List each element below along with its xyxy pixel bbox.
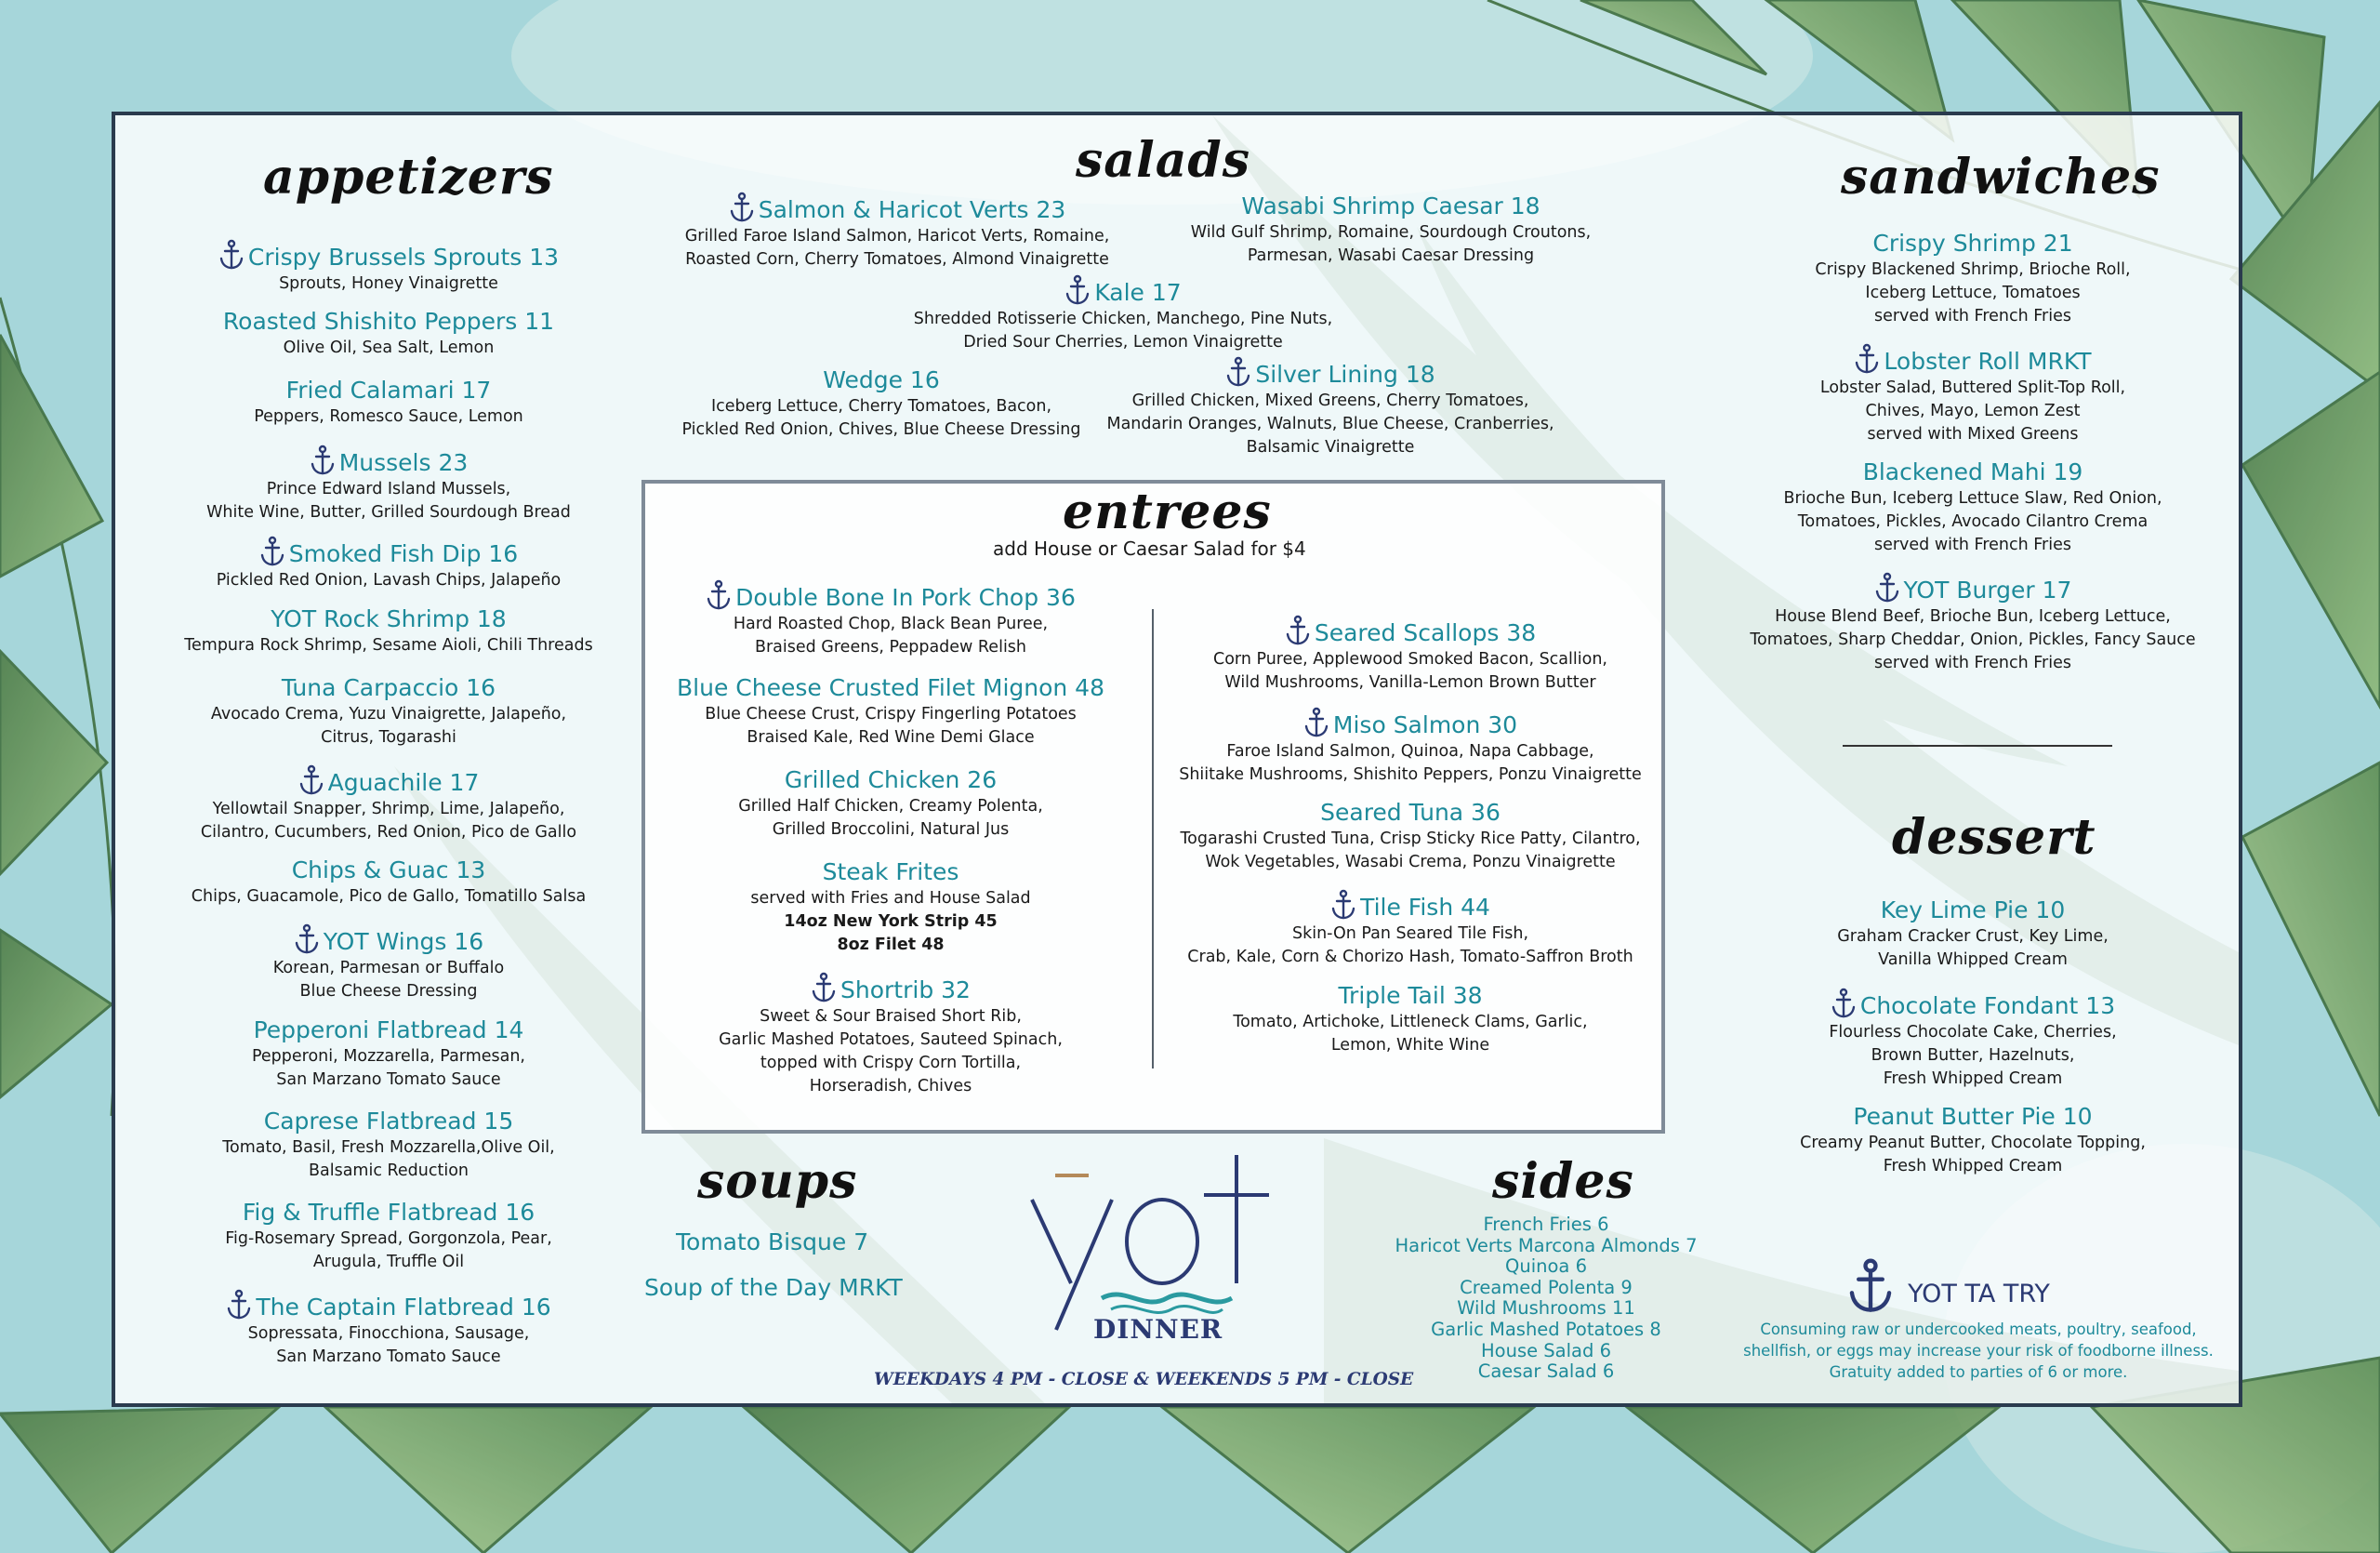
anchor-icon (294, 923, 320, 955)
menu-item-name (959, 356, 1702, 390)
menu-item (1038, 798, 1782, 874)
side-item: French Fries 6 (1483, 1214, 1609, 1235)
menu-item-description: Skin-On Pan Seared Tile Fish, (1291, 924, 1529, 943)
menu-item-description: Balsamic Reduction (308, 1161, 469, 1180)
menu-item-title: Blue Cheese Crusted Filet Mignon 48 (677, 674, 1104, 701)
menu-item-description: San Marzano Tomato Sauce (276, 1070, 501, 1089)
menu-item-title: Aguachile 17 (327, 769, 480, 796)
menu-item-title: Seared Scallops 38 (1314, 619, 1537, 646)
soup-of-the-day: Soup of the Day MRKT (644, 1274, 903, 1301)
menu-item-title: Crispy Brussels Sprouts 13 (247, 244, 560, 271)
menu-item-description: Avocado Crema, Yuzu Vinaigrette, Jalapeño, (210, 705, 567, 723)
menu-item-description: Shredded Rotisserie Chicken, Manchego, Pine Nuts, (913, 310, 1333, 328)
menu-item-description: Braised Kale, Red Wine Demi Glace (747, 728, 1035, 747)
yot-logo-mark (1023, 1153, 1274, 1339)
anchor-icon (1225, 356, 1251, 388)
menu-item (751, 274, 1495, 354)
anchor-icon (1854, 343, 1880, 375)
menu-item-name (1601, 343, 2345, 377)
notice-line: Consuming raw or undercooked meats, poultry, seafood, (1760, 1321, 2197, 1338)
menu-item-description: Chips, Guacamole, Pico de Gallo, Tomatillo Salsa (191, 887, 587, 906)
menu-item-description: Tomatoes, Sharp Cheddar, Onion, Pickles, Fancy Sauce (1750, 630, 2196, 649)
menu-item (1601, 229, 2345, 328)
menu-item-description: Garlic Mashed Potatoes, Sauteed Spinach, (719, 1030, 1063, 1049)
menu-item-description: Pickled Red Onion, Chives, Blue Cheese Dressing (681, 420, 1081, 439)
anchor-icon (1831, 988, 1857, 1019)
menu-item-description: Grilled Half Chicken, Creamy Polenta, (738, 797, 1043, 816)
menu-item-name (1038, 707, 1782, 740)
menu-item-description: Togarashi Crusted Tuna, Crisp Sticky Rice Patty, Cilantro, (1180, 830, 1641, 848)
yot-logo (1023, 1153, 1274, 1339)
menu-item-description: Crab, Kale, Corn & Chorizo Hash, Tomato-Saffron Broth (1187, 948, 1633, 966)
anchor-icon (1330, 889, 1356, 921)
soups-heading: soups (697, 1153, 858, 1210)
menu-item-description: Korean, Parmesan or Buffalo (272, 959, 505, 977)
salads-heading: salads (1076, 132, 1251, 189)
menu-item-title: Tile Fish 44 (1360, 894, 1490, 921)
menu-item (1601, 458, 2345, 557)
anchor-icon (1303, 707, 1329, 738)
menu-item-name (1038, 798, 1782, 828)
menu-item (1601, 1102, 2345, 1178)
menu-item-title: YOT Rock Shrimp 18 (271, 605, 507, 632)
anchor-icon (310, 445, 336, 476)
menu-item-description: Grilled Faroe Island Salmon, Haricot Verts, Romaine, (684, 227, 1110, 246)
menu-item-description: Parmesan, Wasabi Caesar Dressing (1247, 246, 1535, 265)
menu-item-title: Peanut Butter Pie 10 (1853, 1103, 2093, 1130)
menu-item-title: Chips & Guac 13 (291, 856, 486, 883)
menu-item-title: Wedge 16 (823, 366, 940, 393)
menu-item-description: Flourless Chocolate Cake, Cherries, (1829, 1023, 2117, 1042)
hours-text: WEEKDAYS 4 PM - CLOSE & WEEKENDS 5 PM - CLOSE (874, 1370, 1414, 1389)
menu-item-description: Prince Edward Island Mussels, (266, 480, 511, 498)
menu-item-description: Lobster Salad, Buttered Split-Top Roll, (1819, 378, 2126, 397)
menu-item (17, 307, 760, 360)
menu-item-name (1601, 458, 2345, 487)
menu-item-description: Mandarin Oranges, Walnuts, Blue Cheese, Cranberries, (1106, 415, 1554, 433)
anchor-icon (298, 764, 324, 796)
menu-item-title: YOT Wings 16 (323, 928, 484, 955)
menu-item-title: Key Lime Pie 10 (1880, 896, 2066, 923)
menu-item-title: Tuna Carpaccio 16 (281, 674, 496, 701)
menu-item-description: Arugula, Truffle Oil (312, 1253, 465, 1271)
anchor-icon (259, 536, 285, 567)
menu-item-description: Balsamic Vinaigrette (1246, 438, 1415, 457)
menu-item-title: Miso Salmon 30 (1332, 711, 1518, 738)
menu-item-description: Corn Puree, Applewood Smoked Bacon, Scallion, (1213, 650, 1607, 669)
menu-item-description: Sopressata, Finocchiona, Sausage, (247, 1324, 530, 1343)
menu-item (1601, 988, 2345, 1091)
side-item: Garlic Mashed Potatoes 8 (1431, 1318, 1661, 1340)
menu-item-description: served with Mixed Greens (1867, 425, 2079, 444)
dessert-heading: dessert (1892, 809, 2096, 866)
side-item: Caesar Salad 6 (1477, 1361, 1615, 1383)
anchor-icon (811, 972, 837, 1003)
menu-item-title: Smoked Fish Dip 16 (288, 540, 519, 567)
menu-item-name (17, 307, 760, 337)
menu-item-title: Blackened Mahi 19 (1862, 458, 2083, 485)
menu-item-title: Lobster Roll MRKT (1884, 348, 2092, 375)
menu-item-title: Shortrib 32 (840, 976, 971, 1003)
menu-item-title: Fried Calamari 17 (285, 377, 492, 404)
menu-item-title: Fig & Truffle Flatbread 16 (242, 1199, 536, 1226)
menu-item-title: Roasted Shishito Peppers 11 (222, 308, 555, 335)
menu-item-description: topped with Crispy Corn Tortilla, (760, 1054, 1022, 1072)
menu-item-description: Citrus, Togarashi (321, 728, 456, 747)
menu-item-name (1019, 192, 1763, 221)
menu-item-description: Lemon, White Wine (1330, 1036, 1490, 1055)
menu-item-name (1601, 988, 2345, 1021)
menu-item-description: Shiitake Mushrooms, Shishito Peppers, Ponzu Vinaigrette (1179, 765, 1642, 784)
appetizers-heading: appetizers (263, 149, 554, 206)
entrees-heading: entrees (1063, 484, 1272, 540)
anchor-icon (706, 579, 732, 611)
logo-subtitle: DINNER (1093, 1314, 1223, 1345)
menu-item-description: Dried Sour Cherries, Lemon Vinaigrette (963, 333, 1283, 352)
menu-item-title: Crispy Shrimp 21 (1872, 230, 2073, 257)
menu-item-name (1601, 896, 2345, 925)
menu-item-name (751, 274, 1495, 308)
menu-item-title: Steak Frites (822, 858, 959, 885)
menu-item (1601, 572, 2345, 675)
menu-item-title: Pepperoni Flatbread 14 (253, 1016, 524, 1043)
menu-item-description: Grilled Broccolini, Natural Jus (772, 820, 1010, 839)
menu-item-description: Pickled Red Onion, Lavash Chips, Jalapeño (216, 571, 562, 590)
menu-item-description: Yellowtail Snapper, Shrimp, Lime, Jalapeño, (212, 800, 565, 818)
menu-item-description: Brioche Bun, Iceberg Lettuce Slaw, Red Onion, (1783, 489, 2162, 508)
sides-heading: sides (1492, 1153, 1634, 1210)
side-item: Quinoa 6 (1505, 1255, 1587, 1278)
menu-item-title: Grilled Chicken 26 (784, 766, 998, 793)
side-item: House Salad 6 (1481, 1339, 1611, 1361)
menu-item-description: served with French Fries (1873, 654, 2072, 672)
menu-item-description: White Wine, Butter, Grilled Sourdough Bread (206, 503, 571, 522)
menu-item-description: Vanilla Whipped Cream (1878, 950, 2068, 969)
side-item: Haricot Verts Marcona Almonds 7 (1395, 1234, 1698, 1256)
menu-item-title: Seared Tuna 36 (1320, 799, 1501, 826)
menu-item-description: Fig-Rosemary Spread, Gorgonzola, Pear, (225, 1229, 552, 1248)
menu-item-description: Fresh Whipped Cream (1883, 1069, 2063, 1088)
soup-tomato-bisque: Tomato Bisque 7 (676, 1228, 869, 1255)
menu-item-description: Wild Mushrooms, Vanilla-Lemon Brown Butter (1224, 673, 1596, 692)
menu-item-title: Kale 17 (1094, 279, 1182, 306)
menu-item (17, 1198, 760, 1274)
menu-item-title: The Captain Flatbread 16 (256, 1294, 551, 1321)
menu-item-description: Sprouts, Honey Vinaigrette (279, 274, 498, 293)
menu-item-description: Wok Vegetables, Wasabi Crema, Ponzu Vinaigrette (1205, 853, 1616, 871)
anchor-icon (1874, 572, 1900, 604)
side-item: Creamed Polenta 9 (1460, 1276, 1633, 1298)
menu-item-description: Olive Oil, Sea Salt, Lemon (283, 338, 495, 357)
menu-item-description: Chives, Mayo, Lemon Zest (1865, 402, 2081, 420)
menu-item-description: Roasted Corn, Cherry Tomatoes, Almond Vinaigrette (685, 250, 1109, 269)
menu-item-description: Horseradish, Chives (809, 1077, 972, 1095)
sandwiches-divider (1843, 745, 2112, 747)
menu-item-description: served with French Fries (1873, 307, 2072, 325)
menu-item (1601, 343, 2345, 446)
menu-item-description: Creamy Peanut Butter, Chocolate Topping, (1800, 1134, 2146, 1152)
anchor-icon (226, 1289, 252, 1321)
yot-ta-try-label: YOT TA TRY (1908, 1280, 2050, 1308)
menu-item-title: Caprese Flatbread 15 (263, 1108, 514, 1135)
menu-item-name (1601, 572, 2345, 605)
notice-line: Gratuity added to parties of 6 or more. (1829, 1363, 2128, 1381)
food-safety-notice (1737, 1319, 2220, 1383)
menu-item-title: Wasabi Shrimp Caesar 18 (1241, 192, 1540, 219)
menu-item-description: House Blend Beef, Brioche Bun, Iceberg Lettuce, (1775, 607, 2171, 626)
menu-item-description: Graham Cracker Crust, Key Lime, (1837, 927, 2109, 946)
menu-item-description: Cilantro, Cucumbers, Red Onion, Pico de Gallo (200, 823, 577, 842)
menu-item-description: Fresh Whipped Cream (1883, 1157, 2063, 1175)
menu-item-description: Sweet & Sour Braised Short Rib, (760, 1007, 1022, 1026)
anchor-icon (729, 192, 755, 223)
side-item: Wild Mushrooms 11 (1457, 1297, 1635, 1320)
menu-item-description: Iceberg Lettuce, Tomatoes (1865, 284, 2081, 302)
menu-item-description: Tempura Rock Shrimp, Sesame Aioli, Chili Threads (184, 636, 593, 655)
menu-item-title: Triple Tail 38 (1338, 982, 1483, 1009)
menu-item-description: Braised Greens, Peppadew Relish (754, 638, 1027, 657)
entrees-subtitle: add House or Caesar Salad for $4 (993, 538, 1306, 560)
menu-item (959, 356, 1702, 459)
menu-item-name (17, 1107, 760, 1136)
menu-item-name (17, 445, 760, 478)
menu-item-description: Iceberg Lettuce, Cherry Tomatoes, Bacon, (710, 397, 1052, 416)
menu-item-description: Grilled Chicken, Mixed Greens, Cherry Tomatoes, (1131, 392, 1529, 410)
menu-item-description: served with Fries and House Salad (750, 889, 1031, 908)
menu-item-description: Wild Gulf Shrimp, Romaine, Sourdough Croutons, (1190, 223, 1592, 242)
menu-item-title: Mussels 23 (338, 449, 469, 476)
anchor-icon (1845, 1257, 1896, 1315)
menu-item (17, 1107, 760, 1183)
notice-line: shellfish, or eggs may increase your risk of foodborne illness. (1743, 1342, 2214, 1360)
menu-item (1038, 707, 1782, 787)
menu-item-description: Brown Butter, Hazelnuts, (1871, 1046, 2075, 1065)
anchor-icon (218, 239, 245, 271)
menu-item-description: San Marzano Tomato Sauce (276, 1347, 501, 1366)
menu-item-title: Double Bone In Pork Chop 36 (735, 584, 1076, 611)
sides-list (1393, 1215, 1699, 1383)
menu-item-price-option: 8oz Filet 48 (837, 936, 945, 954)
menu-item-description: Peppers, Romesco Sauce, Lemon (254, 407, 523, 426)
menu-item-description: Blue Cheese Dressing (299, 982, 478, 1001)
menu-item (1601, 896, 2345, 972)
anchor-icon (1064, 274, 1091, 306)
sandwiches-heading: sandwiches (1841, 149, 2161, 206)
menu-item-name (17, 1198, 760, 1228)
menu-item-title: Chocolate Fondant 13 (1859, 992, 2116, 1019)
menu-item-description: Crispy Blackened Shrimp, Brioche Roll, (1815, 260, 2131, 279)
menu-item-description: Blue Cheese Crust, Crispy Fingerling Potatoes (705, 705, 1077, 723)
menu-item-description: Faroe Island Salmon, Quinoa, Napa Cabbage, (1226, 742, 1594, 761)
yot-ta-try-badge (1845, 1257, 2050, 1315)
menu-item-title: Salmon & Haricot Verts 23 (758, 196, 1066, 223)
menu-item-title: YOT Burger 17 (1903, 577, 2072, 604)
menu-item-name (1601, 1102, 2345, 1132)
menu-item-description: Hard Roasted Chop, Black Bean Puree, (733, 615, 1049, 633)
menu-item-title: Silver Lining 18 (1255, 361, 1435, 388)
anchor-icon (1285, 615, 1311, 646)
menu-item-name (519, 579, 1263, 613)
menu-item-description: Tomatoes, Pickles, Avocado Cilantro Crema (1797, 512, 2149, 531)
menu-item-description: Pepperoni, Mozzarella, Parmesan, (251, 1047, 525, 1066)
menu-item-description: Tomato, Basil, Fresh Mozzarella,Olive Oil, (222, 1138, 555, 1157)
menu-item-name (1601, 229, 2345, 259)
menu-item (17, 445, 760, 524)
menu-item-description: Tomato, Artichoke, Littleneck Clams, Garlic, (1233, 1013, 1588, 1031)
menu-item-name (17, 536, 760, 569)
menu-item-description: served with French Fries (1873, 536, 2072, 554)
menu-item-price-option: 14oz New York Strip 45 (784, 912, 998, 931)
